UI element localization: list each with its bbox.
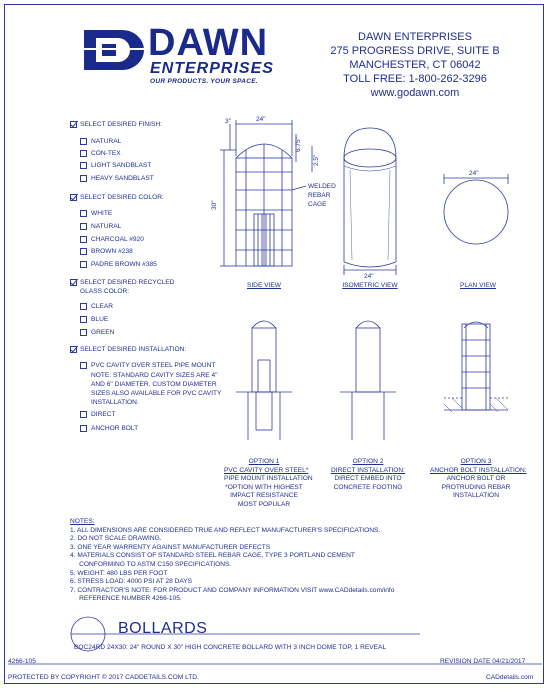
logo-tagline: OUR PRODUCTS. YOUR SPACE. [150, 78, 259, 85]
company-phone: TOLL FREE: 1-800-262-3296 [343, 73, 487, 85]
option1-title: OPTION 1 [248, 458, 280, 465]
color-option: WHITE [91, 210, 113, 217]
option2-subtitle: DIRECT INSTALLATION: [330, 466, 405, 474]
glass-option: GREEN [91, 329, 115, 336]
notes-heading: NOTES: [70, 518, 95, 525]
color-heading: SELECT DESIRED COLOR: [80, 194, 164, 201]
side-view-label: SIDE VIEW [246, 282, 282, 289]
logo-subword: ENTERPRISES [150, 60, 274, 77]
option2-title: OPTION 2 [352, 458, 384, 465]
installation-option-pvc: PVC CAVITY OVER STEEL PIPE MOUNT [91, 362, 216, 369]
note-item: 2. DO NOT SCALE DRAWING. [70, 535, 162, 543]
glass-heading-line1: SELECT DESIRED RECYCLED [80, 279, 175, 286]
revision-date: REVISION DATE 04/21/2017 [440, 658, 526, 665]
finish-option: NATURAL [91, 138, 122, 145]
company-address-1: 275 PROGRESS DRIVE, SUITE B [330, 45, 500, 57]
option1-desc: IMPACT RESISTANCE [230, 492, 298, 499]
company-address-2: MANCHESTER, CT 06042 [349, 59, 481, 71]
option2-desc: CONCRETE FOOTING [333, 483, 403, 491]
glass-heading-line2: GLASS COLOR: [80, 288, 130, 295]
note-item: 6. STRESS LOAD: 4000 PSI AT 28 DAYS [70, 578, 193, 586]
note-item: CONFORMING TO ASTM C150 SPECIFICATIONS. [70, 560, 232, 568]
option1-desc: *OPTION WITH HIGHEST [225, 483, 303, 491]
reference-number: 4266-105 [8, 658, 36, 665]
note-item: 1. ALL DIMENSIONS ARE CONSIDERED TRUE AND REFLECT MANUFACTURER'S SPECIFICATIONS. [70, 526, 381, 534]
copyright-notice: PROTECTED BY COPYRIGHT © 2017 CADDETAILS.COM LTD. [8, 674, 199, 681]
installation-note-line: INSTALLATION. [91, 399, 139, 406]
height-dim: 30" [211, 200, 218, 210]
color-option: BROWN #238 [91, 248, 133, 255]
site-link[interactable]: CADdetails.com [486, 674, 534, 681]
finish-option: HEAVY SANDBLAST [91, 175, 154, 182]
note-item: REFERENCE NUMBER 4266-105. [70, 595, 182, 603]
color-option: CHARCOAL #920 [91, 236, 144, 243]
logo-word: DAWN [148, 22, 269, 64]
finish-option: CON-TEX [91, 150, 121, 157]
option2-desc: DIRECT EMBED INTO [334, 475, 402, 482]
note-item: 7. CONTRACTOR'S NOTE: FOR PRODUCT AND COMPANY INFORMATION VISIT www.CADdetails.com/info [70, 586, 395, 594]
glass-option: CLEAR [91, 303, 113, 310]
option3-subtitle: ANCHOR BOLT INSTALLATION: [430, 466, 527, 474]
rebar-label-3: CAGE [308, 201, 327, 208]
plan-width-dim: 24" [469, 170, 479, 177]
drawing-title: BOLLARDS [118, 620, 208, 637]
color-option: NATURAL [91, 223, 122, 230]
note-item: 3. ONE YEAR WARRENTY AGAINST MANUFACTURER DEFECTS [70, 543, 271, 551]
option3-desc: PROTRUDING REBAR [441, 483, 511, 491]
rebar-label-2: REBAR [308, 192, 331, 199]
h675-dim: 6.75" [295, 137, 302, 152]
plan-view-label: PLAN VIEW [460, 282, 496, 289]
option1-desc: MOST POPULAR [237, 500, 291, 508]
option3-title: OPTION 3 [460, 458, 492, 465]
note-item: 4. MATERIALS CONSIST OF STANDARD STEEL REBAR CAGE, TYPE 3 PORTLAND CEMENT [70, 552, 355, 560]
option1-subtitle: PVC CAVITY OVER STEEL* [224, 466, 309, 474]
iso-view-label: ISOMETRIC VIEW [342, 282, 398, 289]
installation-note-line: SIZES ALSO AVAILABLE FOR PVC CAVITY [91, 390, 222, 397]
installation-note-line: AND 6" DIAMETER. CUSTOM DIAMETER [91, 381, 217, 388]
option1-desc: PIPE MOUNT INSTALLATION [224, 475, 313, 482]
installation-option-direct: DIRECT [91, 411, 116, 418]
h25-dim: 2.5" [313, 154, 320, 166]
installation-heading: SELECT DESIRED INSTALLATION: [80, 346, 187, 353]
rebar-label-1: WELDED [308, 183, 336, 190]
option3-desc: INSTALLATION [453, 492, 499, 499]
color-option: PADRE BROWN #385 [91, 261, 157, 268]
note-item: 5. WEIGHT: 480 LBS PER FOOT [70, 569, 168, 577]
installation-note-line: NOTE: STANDARD CAVITY SIZES ARE 4" [91, 372, 218, 379]
company-website[interactable]: www.godawn.com [370, 87, 460, 99]
finish-heading: SELECT DESIRED FINISH: [80, 121, 162, 128]
drawing-subtitle: BOC24RD 24X30: 24" ROUND X 30" HIGH CONCRETE BOLLARD WITH 3 INCH DOME TOP, 1 REVEAL [74, 644, 387, 651]
dome-dim: 3" [225, 118, 231, 125]
side-width-dim: 24" [256, 116, 266, 123]
glass-option: BLUE [91, 316, 109, 323]
installation-option-anchor: ANCHOR BOLT [91, 425, 139, 432]
option3-desc: ANCHOR BOLT OR [446, 475, 506, 482]
iso-width-dim: 24" [364, 273, 374, 280]
company-name: DAWN ENTERPRISES [358, 31, 472, 43]
finish-option: LIGHT SANDBLAST [91, 162, 152, 169]
